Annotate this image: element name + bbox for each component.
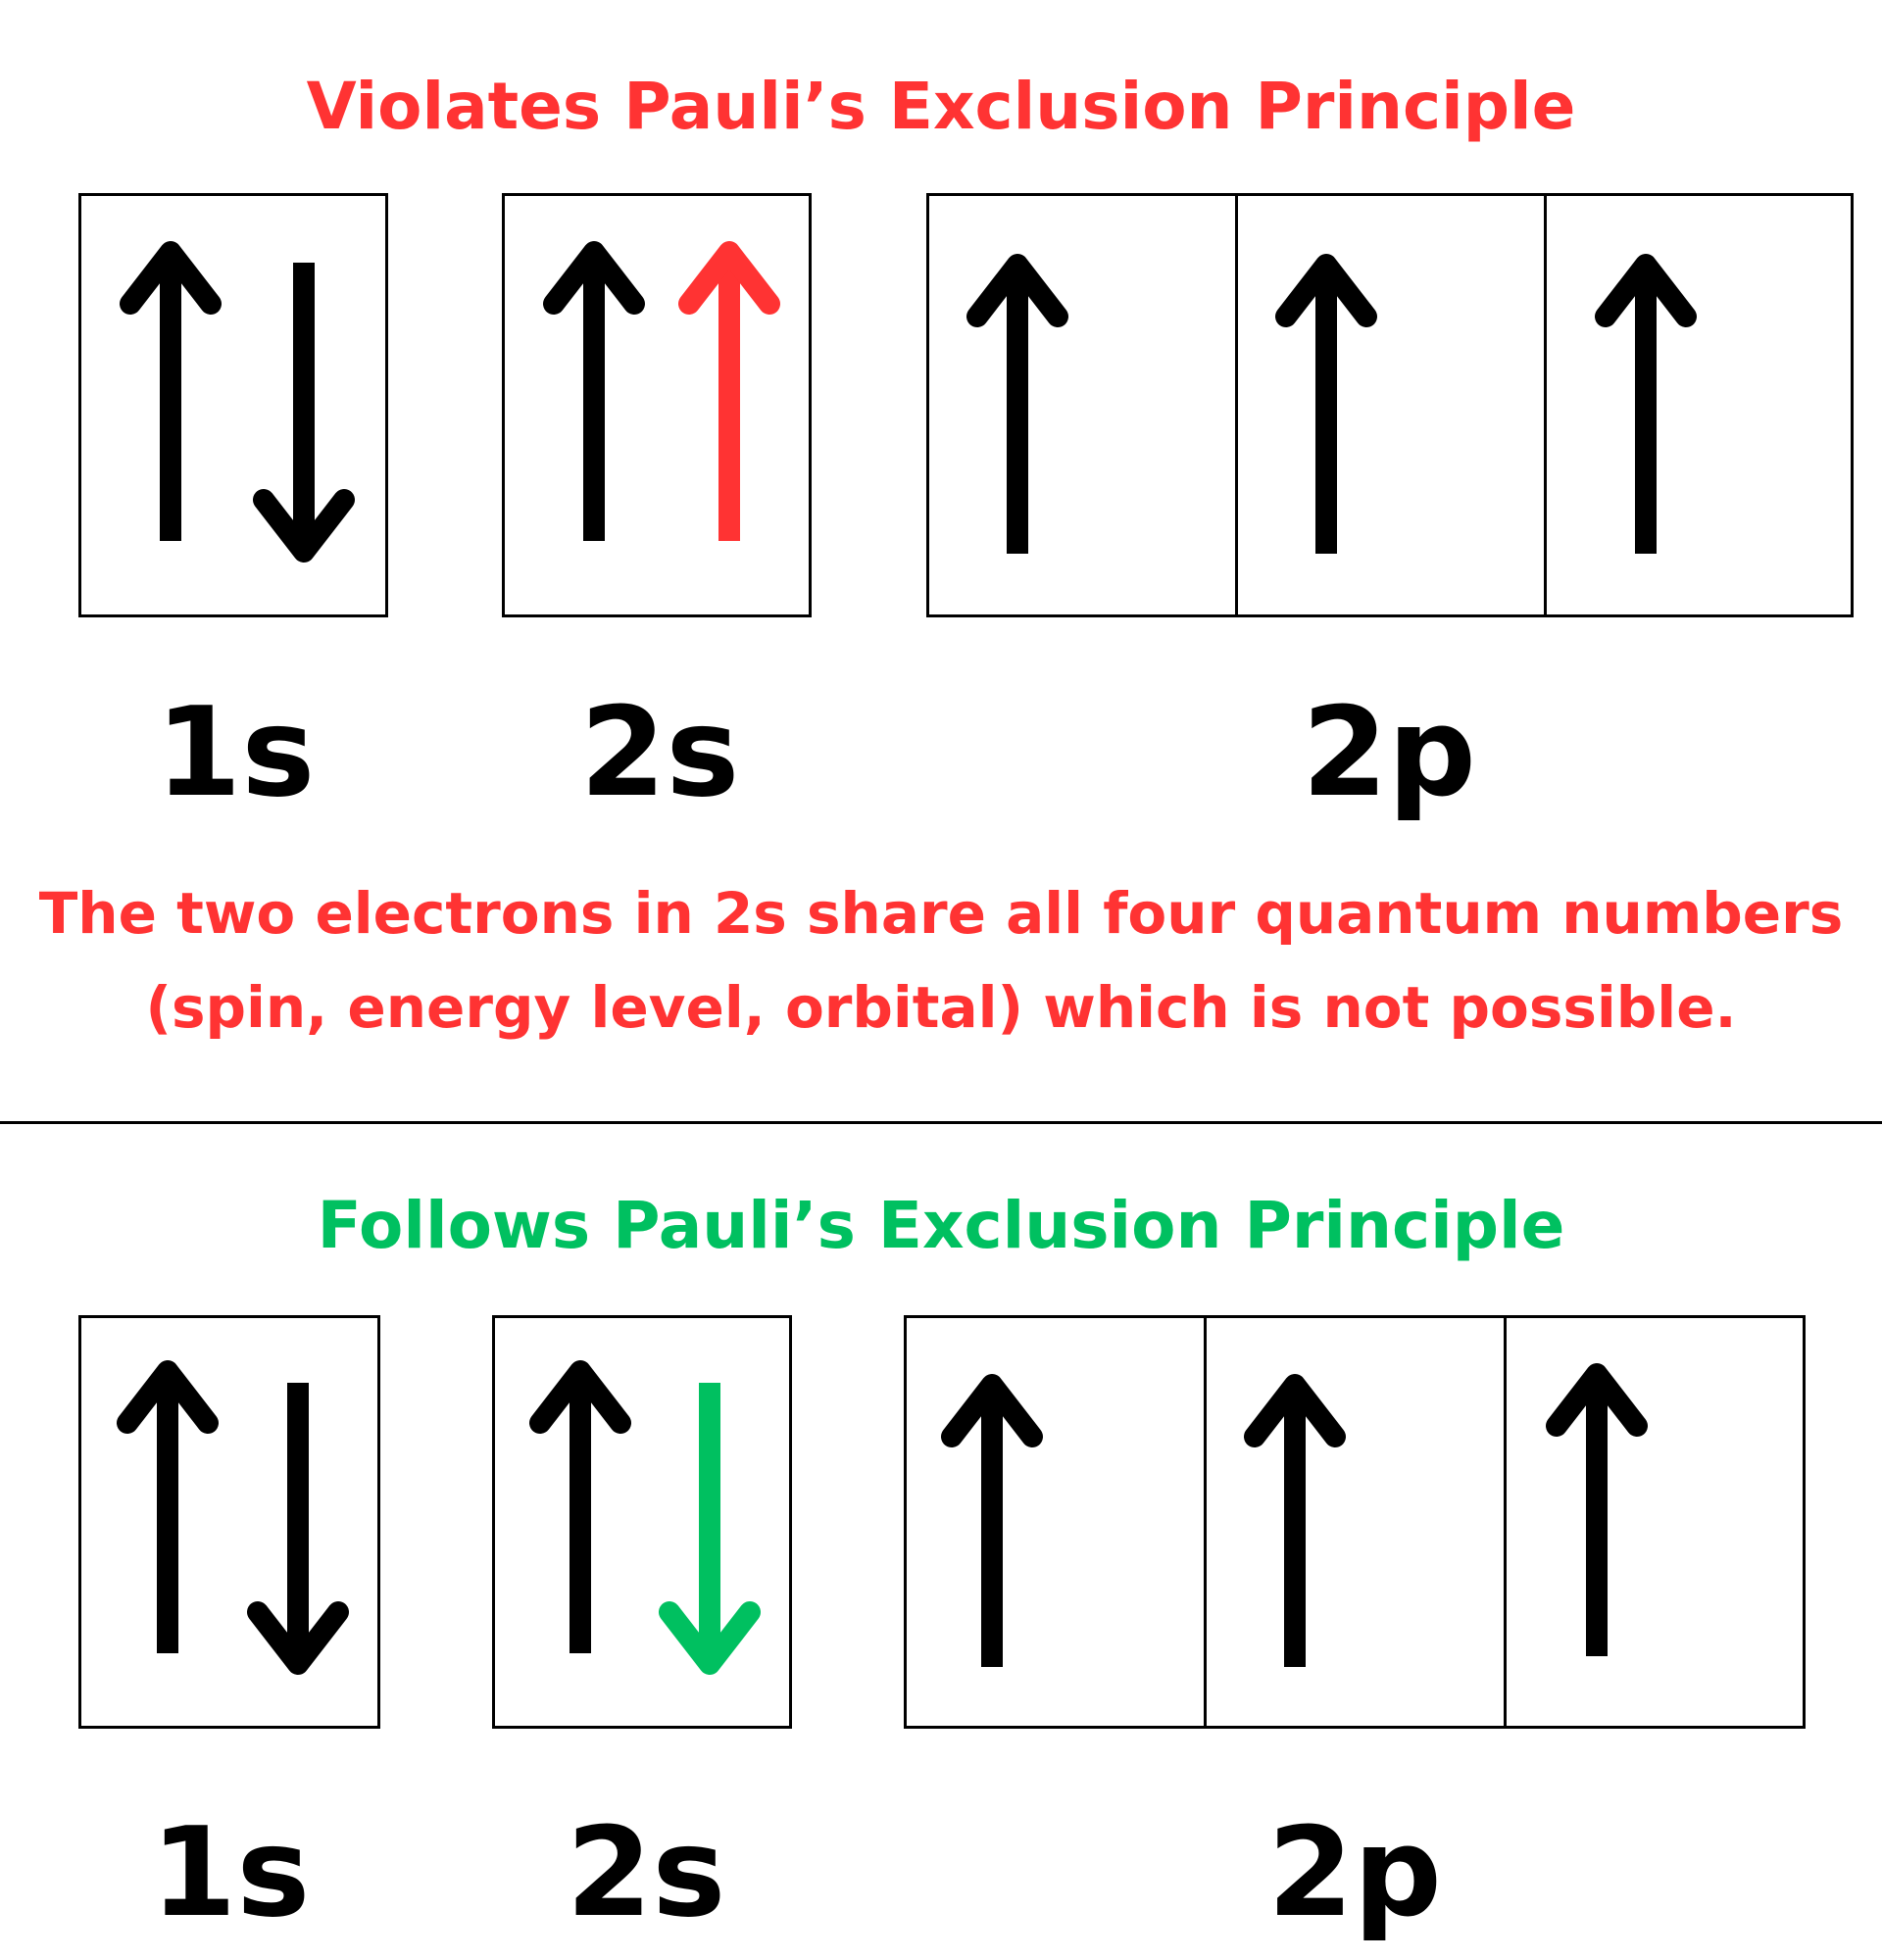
bottom-2p-arrow-3 xyxy=(1507,1318,1808,1732)
top-2p-orbital-box-3 xyxy=(1544,193,1854,617)
spin-up-arrow-icon xyxy=(952,1385,1032,1667)
bottom-2p-orbital-box-2 xyxy=(1204,1315,1507,1729)
bottom-2s-label: 2s xyxy=(566,1800,726,1944)
paired-spin-down-arrow-icon xyxy=(669,1383,750,1664)
top-2s-label: 2s xyxy=(579,680,740,824)
spin-up-arrow-icon xyxy=(554,252,634,541)
bottom-2s-arrows xyxy=(495,1318,795,1732)
violates-heading: Violates Pauli’s Exclusion Principle xyxy=(306,69,1576,144)
top-2p-orbital-box-2 xyxy=(1235,193,1547,617)
top-1s-label: 1s xyxy=(155,680,316,824)
spin-up-arrow-icon xyxy=(1255,1385,1335,1667)
spin-up-arrow-icon xyxy=(540,1371,620,1653)
top-2p-arrow-1 xyxy=(929,196,1241,620)
explanation-line-1: The two electrons in 2s share all four quantum numbers xyxy=(38,880,1844,947)
top-1s-orbital-box xyxy=(78,193,388,617)
follows-heading: Follows Pauli’s Exclusion Principle xyxy=(317,1188,1565,1263)
bottom-1s-arrows xyxy=(81,1318,383,1732)
section-divider xyxy=(0,1121,1882,1124)
spin-down-arrow-icon xyxy=(258,1383,338,1664)
bottom-2p-arrow-2 xyxy=(1207,1318,1510,1732)
top-1s-arrows xyxy=(81,196,391,620)
top-2p-arrow-2 xyxy=(1238,196,1550,620)
spin-down-arrow-icon xyxy=(264,263,344,552)
bottom-2s-orbital-box xyxy=(492,1315,792,1729)
bottom-1s-orbital-box xyxy=(78,1315,380,1729)
spin-up-arrow-icon xyxy=(1286,265,1366,554)
spin-up-arrow-icon xyxy=(1606,265,1686,554)
bottom-2p-arrow-1 xyxy=(907,1318,1210,1732)
spin-up-arrow-icon xyxy=(1557,1374,1637,1656)
top-2p-orbital-box-1 xyxy=(926,193,1238,617)
top-2s-arrows xyxy=(505,196,815,620)
bottom-2p-orbital-box-3 xyxy=(1504,1315,1806,1729)
top-2p-label: 2p xyxy=(1302,680,1476,824)
spin-up-arrow-icon xyxy=(130,252,211,541)
bottom-2p-label: 2p xyxy=(1267,1800,1442,1944)
spin-up-arrow-icon xyxy=(977,265,1058,554)
bottom-2p-orbital-box-1 xyxy=(904,1315,1207,1729)
top-2p-arrow-3 xyxy=(1547,196,1857,620)
spin-up-arrow-icon xyxy=(127,1371,208,1653)
explanation-line-2: (spin, energy level, orbital) which is not possible. xyxy=(145,974,1737,1041)
violating-spin-up-arrow-icon xyxy=(689,252,769,541)
bottom-1s-label: 1s xyxy=(150,1800,311,1944)
top-2s-orbital-box xyxy=(502,193,812,617)
